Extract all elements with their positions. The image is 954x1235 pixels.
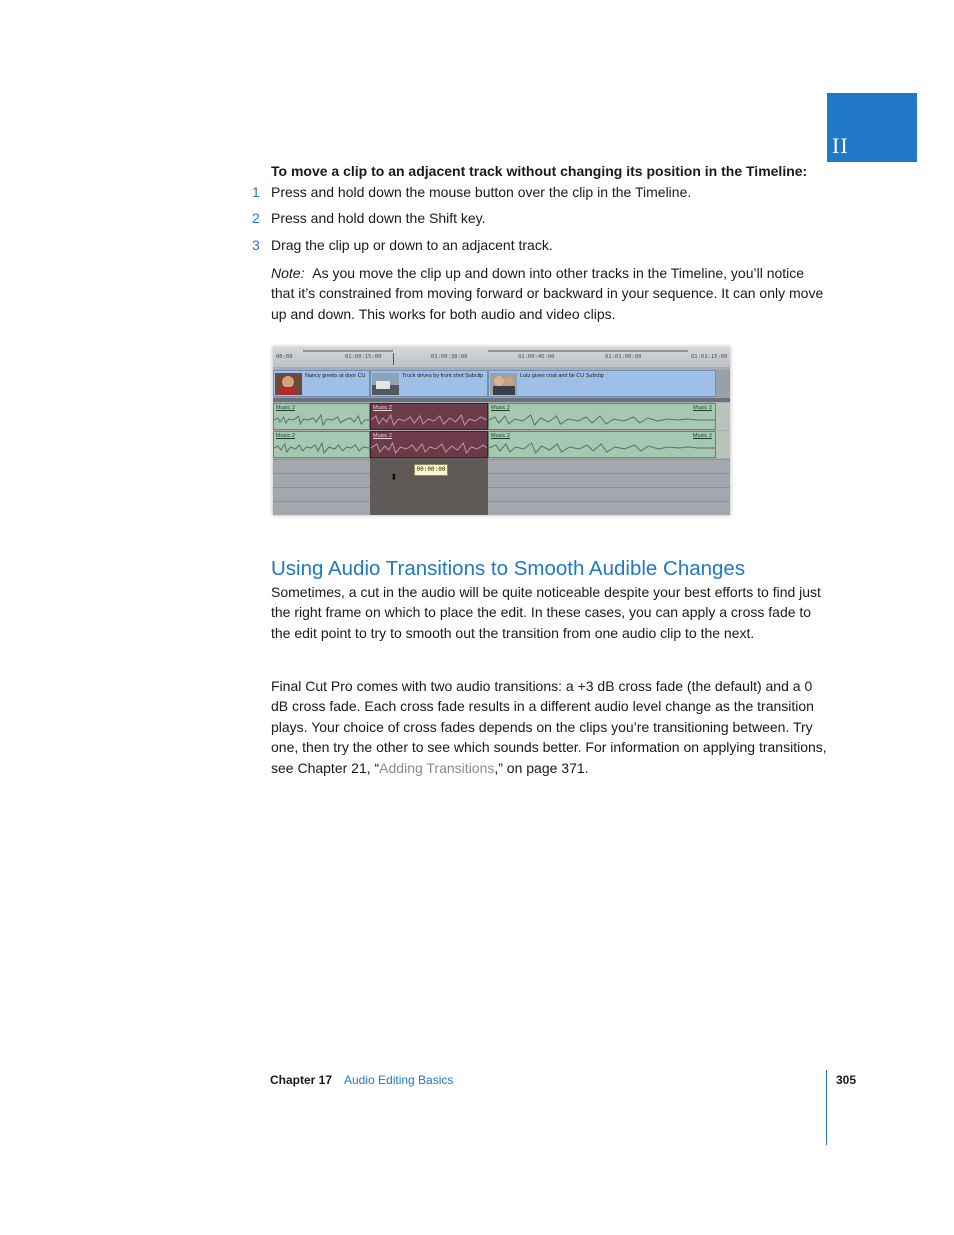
step-number: 3 [252, 237, 260, 253]
note [271, 263, 831, 324]
timeline-figure [273, 347, 730, 515]
video-track [273, 370, 730, 398]
waveform [371, 413, 487, 427]
video-clip[interactable] [370, 370, 488, 397]
audio-clip[interactable] [488, 403, 716, 430]
section-heading: Using Audio Transitions to Smooth Audible Changes [271, 557, 746, 580]
empty-track [273, 473, 730, 487]
empty-track [273, 501, 730, 515]
footer-chapter: Chapter 17 [270, 1073, 333, 1087]
ruler-tick: 01:01:00:00 [605, 354, 642, 360]
video-clip[interactable] [273, 370, 370, 397]
step-number: 1 [252, 184, 260, 200]
video-clip[interactable] [488, 370, 716, 397]
clip-thumbnail [490, 373, 517, 395]
ruler-tick: 00:00 [276, 354, 293, 360]
audio-clip-label: Music 2 [693, 405, 712, 411]
waveform [489, 413, 715, 427]
footer-divider [826, 1070, 827, 1145]
waveform [274, 441, 369, 455]
ruler-tick: 01:00:30:00 [431, 354, 468, 360]
drag-cursor-icon: ⬍ [390, 472, 398, 482]
waveform [489, 441, 715, 455]
audio-track-a2 [273, 431, 730, 458]
audio-clip-selected[interactable] [370, 431, 488, 458]
cross-reference-link[interactable]: Adding Transitions [379, 759, 495, 776]
waveform [371, 441, 487, 455]
clip-label: Truck drives by front shot Subclip [402, 373, 484, 379]
track-divider [273, 398, 730, 402]
body-paragraph [271, 676, 831, 778]
audio-clip[interactable] [273, 431, 370, 458]
ruler-tick: 01:00:15:00 [345, 354, 382, 360]
part-tab-label: II [832, 133, 849, 158]
empty-track [273, 459, 730, 473]
body-paragraph: Sometimes, a cut in the audio will be quite noticeable despite your best efforts to find just the right frame on which to place the edit. In these cases, you can apply a cross fade to the edit point to try to smooth out the transition from one audio clip to the next. [271, 584, 821, 641]
part-tab [827, 93, 917, 162]
empty-track [273, 487, 730, 501]
note-text: As you move the clip up and down into other tracks in the Timeline, you’ll notice that it’s constrained from moving forward or backward in your sequence. It can only move up and down. This works for both audio and video clips. [271, 265, 824, 322]
footer-chapter-title: Audio Editing Basics [344, 1073, 454, 1087]
paragraph-text: Final Cut Pro comes with two audio transitions: a +3 dB cross fade (the default) and a 0 dB cross fade. Each cross fade results in a different audio level change as the transition plays. Your choice of cross fades depends on the clips you’re transitioning between. Try one, then try the other to see which sounds better. For information on applying transitions, see Chapter 21, “ [271, 678, 827, 776]
page-number: 305 [836, 1073, 857, 1087]
timeline-ruler [273, 347, 730, 367]
clip-label: Lulu gives coat and tie CU Subclip [520, 373, 604, 379]
audio-clip-label: Music 2 [276, 405, 295, 411]
step-text: Press and hold down the Shift key. [271, 210, 486, 226]
ruler-tick: 01:00:45:00 [518, 354, 555, 360]
audio-clip-label: Music 2 [491, 405, 510, 411]
playhead[interactable] [393, 353, 394, 365]
audio-clip-label: Music 2 [373, 433, 392, 439]
step-text: Press and hold down the mouse button over the clip in the Timeline. [271, 184, 692, 200]
audio-clip-label: Music 2 [491, 433, 510, 439]
task-heading: To move a clip to an adjacent track without changing its position in the Timeline: [271, 163, 808, 179]
audio-clip[interactable] [273, 403, 370, 430]
audio-clip-label: Music 2 [693, 433, 712, 439]
step-number: 2 [252, 210, 260, 226]
waveform [274, 413, 369, 427]
audio-clip-selected[interactable] [370, 403, 488, 430]
note-label: Note: [271, 265, 305, 281]
audio-clip[interactable] [488, 431, 716, 458]
ruler-tick: 01:01:15:00 [691, 354, 728, 360]
timecode-tooltip: 00:00:00 [414, 464, 448, 476]
clip-thumbnail [275, 373, 302, 395]
audio-track-a1 [273, 403, 730, 430]
step-text: Drag the clip up or down to an adjacent track. [271, 237, 553, 253]
clip-thumbnail [372, 373, 399, 395]
audio-clip-label: Music 2 [373, 405, 392, 411]
clip-label: Nancy greets at door CU [305, 373, 366, 379]
paragraph-text: ,” on page 371. [494, 759, 589, 776]
audio-clip-label: Music 2 [276, 433, 295, 439]
